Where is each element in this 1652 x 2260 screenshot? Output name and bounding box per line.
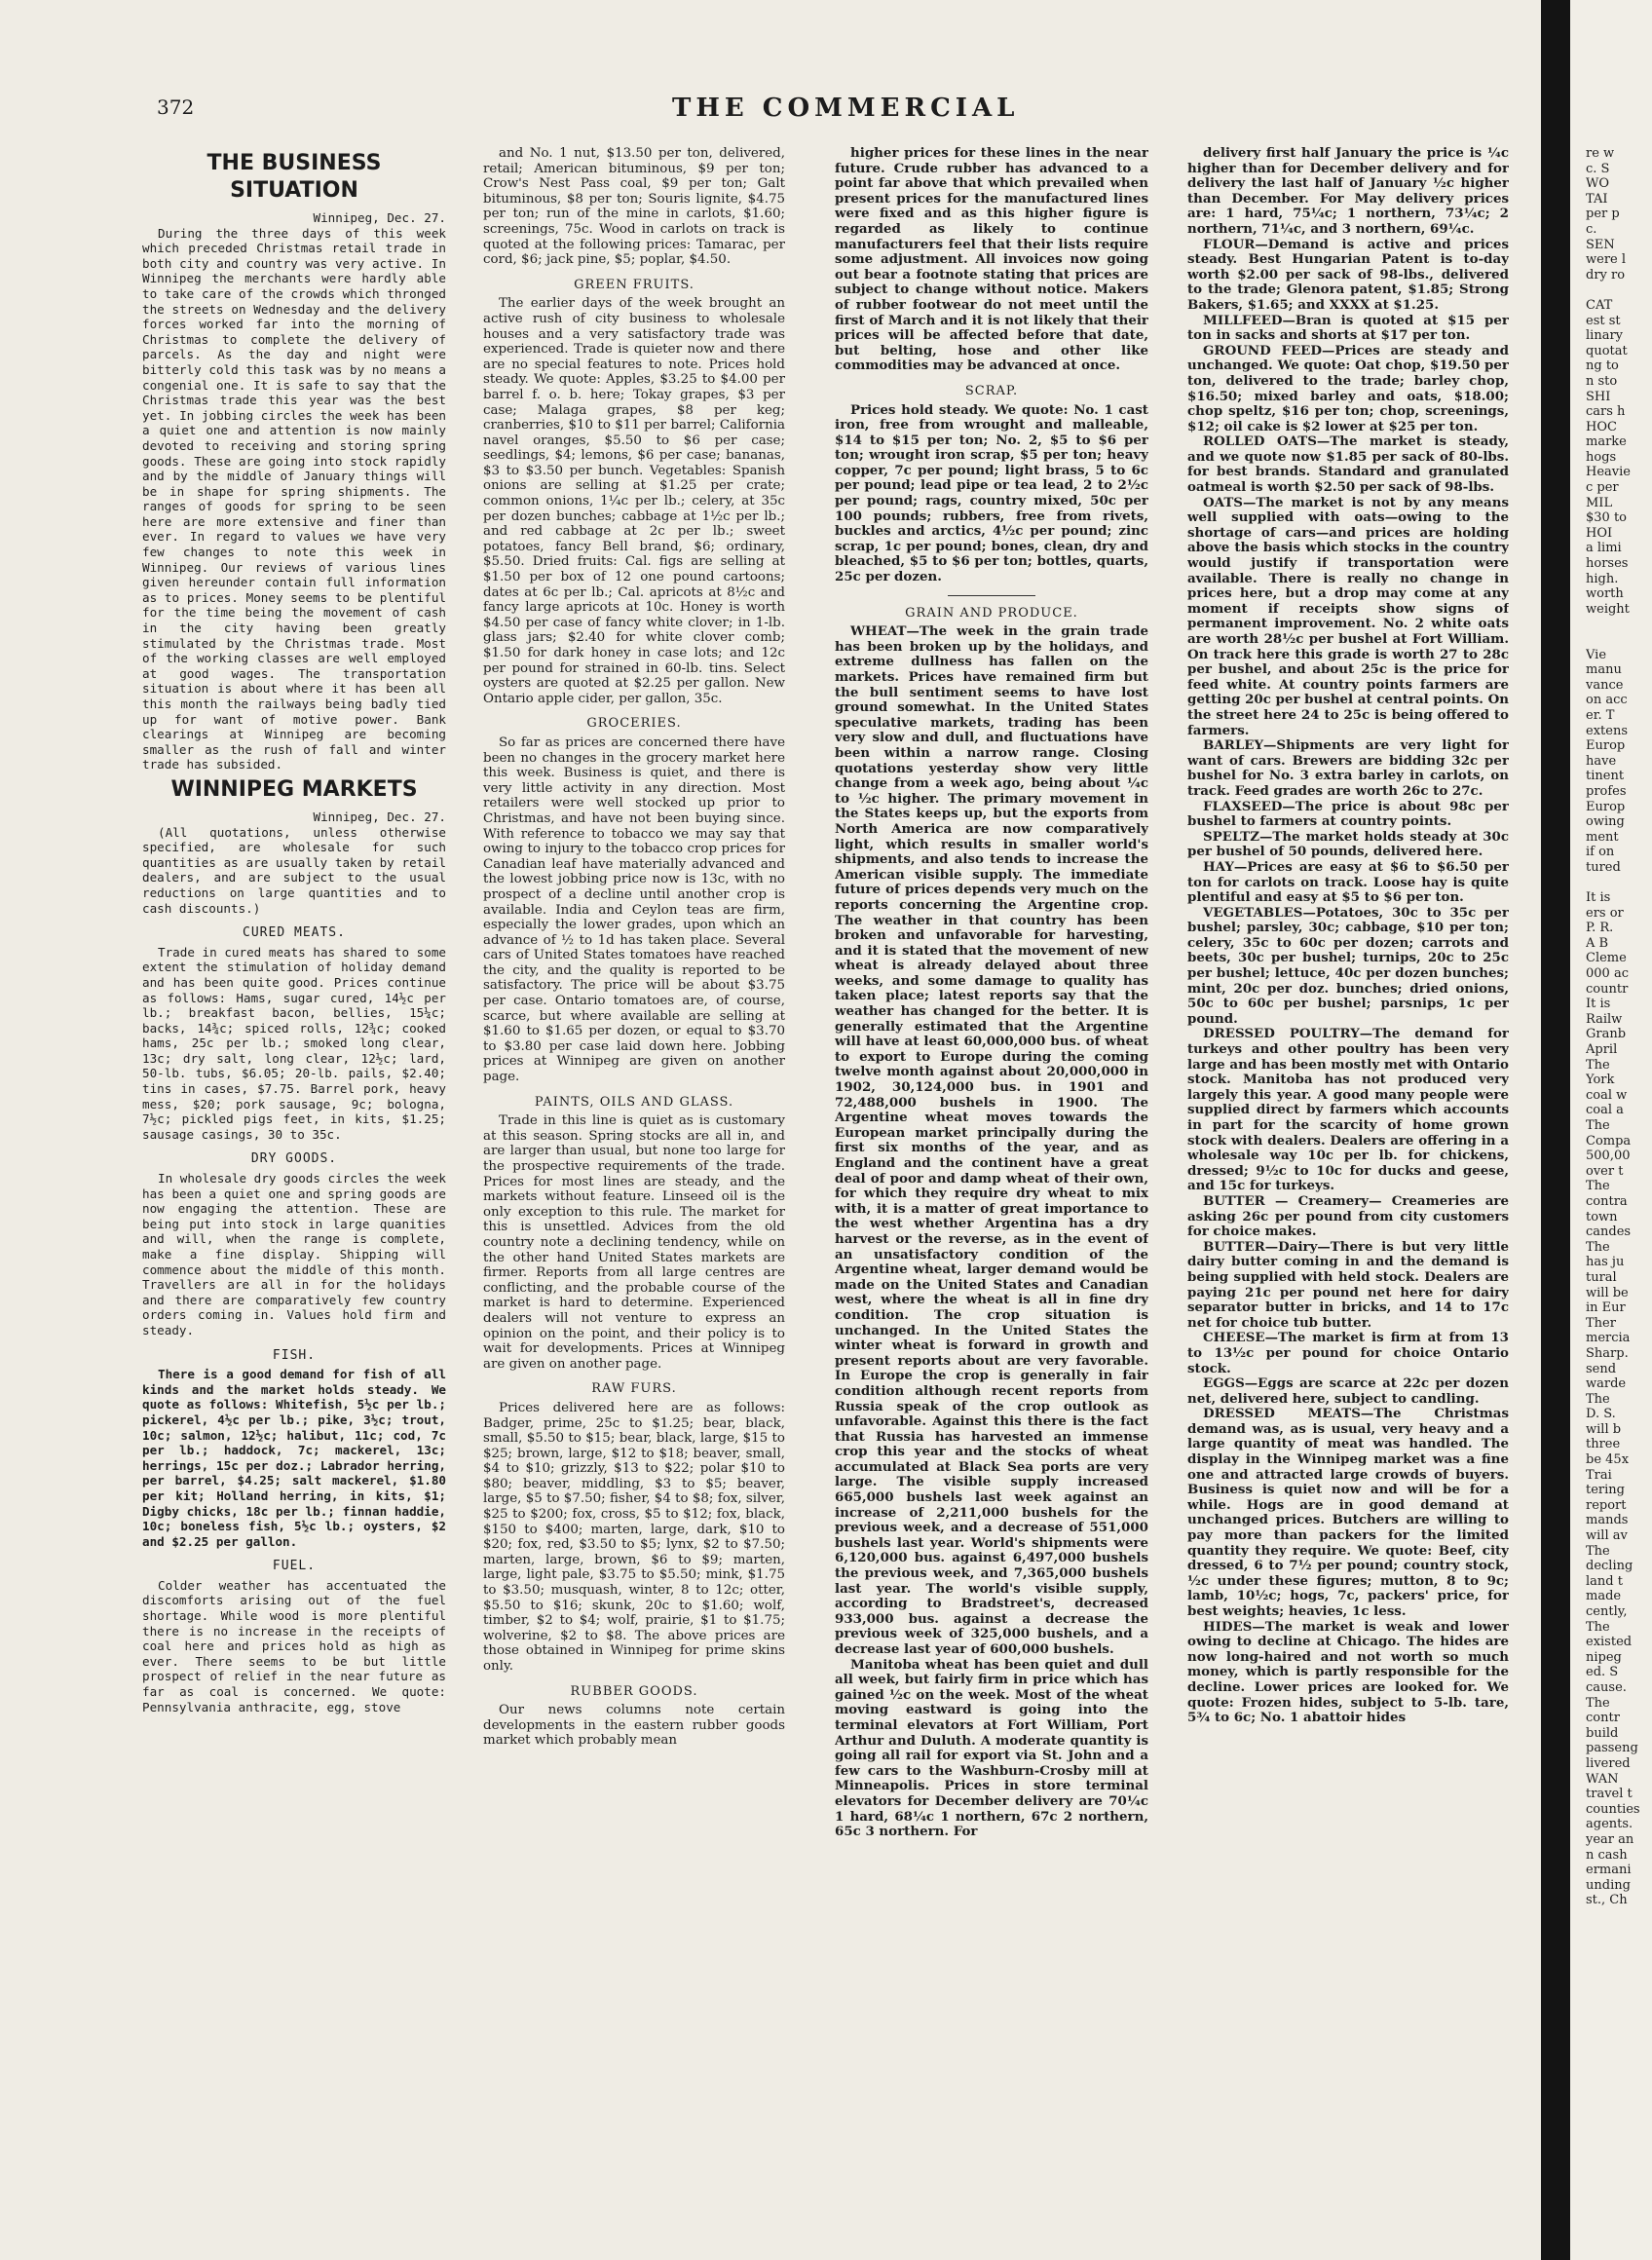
fragment-line: The — [1586, 1695, 1610, 1711]
fragment-line: SEN — [1586, 237, 1615, 252]
fragment-line: mands — [1586, 1513, 1629, 1528]
fragment-line: on acc — [1586, 693, 1628, 708]
fragment-line: $30 to — [1586, 510, 1627, 526]
fragment-line: TAI — [1586, 191, 1608, 207]
fragment-line: coal w — [1586, 1087, 1628, 1103]
fragment-line: will be — [1586, 1285, 1629, 1300]
subheading: GRAIN AND PRODUCE. — [905, 605, 1078, 621]
fragment-line: ers or — [1586, 905, 1624, 921]
fragment-line: MIL — [1586, 495, 1613, 510]
paragraph: During the three days of this week which preceded Christmas retail trade in both city and country was very active. In Winnipeg the merchants were hardly able to take care of the crowds which thronged the streets on Wednesday and the delivery forces worked far into the morning of Christmas to complete the delivery of parcels. As the day and night were bitterly cold this task was by no means a congenial one. It is safe to say that the Christmas trade this year was the best yet. In jobbing circles the week has been a quiet one and attention is now mainly devoted to receiving and storing spring goods. These are going into stock rapidly and by the middle of January things will be in shape for spring shipments. The ranges of goods for spring to be seen here are more extensive and finer than ever. In regard to values we have very few changes to note this week in Winnipeg. Our reviews of various lines given hereunder contain full information as to prices. Money seems to be plentiful for the time being the movement of cash in the city having been greatly stimulated by the Christmas trade. Most of the working classes are well employed at good wages. The transportation situation is about where it has been all this month the railways being badly tied up for want of motive power. Bank clearings at Winnipeg are becoming smaller as the rush of fall and winter trade has subsided. — [142, 225, 446, 772]
fragment-line: Sharp. — [1586, 1345, 1629, 1361]
fragment-line: n cash — [1586, 1847, 1628, 1863]
fragment-line: n sto — [1586, 373, 1618, 389]
fragment-line: WAN — [1586, 1771, 1619, 1787]
fragment-line: will av — [1586, 1528, 1628, 1544]
fragment-line: The — [1586, 1179, 1610, 1194]
paragraph: The earlier days of the week brought an active rush of city business to wholesale houses and a very satisfactory trade was experienced. Trade is quieter now and there are no special features to note. Prices hold steady. We quote: Apples, $3.25 to $4.00 per barrel f. o. b. here; Tokay grapes, $3 per case; Malaga grapes, $8 per keg; cranberries, $10 to $11 per barrel; California navel oranges, $5.50 to $6 per case; seedlings, $4; lemons, $6 per case; bananas, $3 to $3.50 per bunch. Vegetables: Spanish onions are selling at $1.25 per crate; common onions, 1¼c per lb.; celery, at 35c per dozen bunches; cabbage at 1½c per lb.; and red cabbage at 2c per lb.; sweet potatoes, fancy Bell brand, $6; ordinary, $5.50. Dried fruits: Cal. figs are selling at $1.50 per box of 12 one pound cartoons; dates at 6c per lb.; Cal. apricots at 8½c and fancy large apricots at 10c. Honey is worth $4.50 per case of fancy white clover; in 1-lb. glass jars; $2.40 for white clover comb; $1.50 for dark honey in case lots; and 12c per pound for strained in 60-lb. tins. Select oysters are quoted at $2.25 per gallon. New Ontario apple cider, per gallon, 35c. — [483, 296, 785, 706]
fragment-line: horses — [1586, 556, 1629, 572]
paragraph: DRESSED MEATS—The Christmas demand was, as is usual, very heavy and a large quantity of meat was handled. The display in the Winnipeg market was a fine one and attracted large crowds of buyers. Business is quiet now and will be for a while. Hogs are in good demand at unchanged prices. Butchers are willing to pay more than packers for the limited quantity they require. We quote: Beef, city dressed, 6 to 7½ per pound; country stock, ½c under these figures; mutton, 8 to 9c; lamb, 10½c; hogs, 7c, packers' price, for best weights; heavies, 1c less. — [1187, 1406, 1509, 1619]
paragraph: Our news columns note certain developments in the eastern rubber goods market which probably mean — [483, 1703, 785, 1749]
paragraph: and No. 1 nut, $13.50 per ton, delivered, retail; American bituminous, $9 per ton; Crow's Nest Pass coal, $9 per ton; Galt bituminous, $8 per ton; Souris lignite, $4.75 per ton; run of the mine in carlots, $1.60; screenings, 75c. Wood in carlots on track is quoted at the following prices: Tamarac, per cord, $6; jack pine, $5; poplar, $4.50. — [483, 146, 785, 268]
fragment-line: three — [1586, 1437, 1621, 1452]
paragraph: DRESSED POULTRY—The demand for turkeys and other poultry has been very large and has been mostly met with Ontario stock. Manitoba has not produced very largely this year. A good many people were supplied direct by farmers which accounts in part for the scarcity of home grown stock with dealers. Dealers are offering in a wholesale way 10c per lb. for chickens, dressed; 9½c to 10c for ducks and geese, and 15c for turkeys. — [1187, 1026, 1509, 1194]
fragment-line: extens — [1586, 723, 1628, 738]
fragment-line: Heavie — [1586, 465, 1631, 480]
fragment-line: ed. S — [1586, 1665, 1619, 1680]
fragment-line: The — [1586, 1239, 1610, 1255]
fragment-line: be 45x — [1586, 1452, 1630, 1468]
fragment-line: warde — [1586, 1376, 1627, 1392]
fragment-line: livered — [1586, 1755, 1631, 1771]
fragment-line: er. T — [1586, 707, 1615, 723]
subheading: RAW FURS. — [591, 1381, 677, 1397]
fragment-line: hogs — [1586, 449, 1617, 465]
fragment-line — [1586, 632, 1652, 648]
section-heading: WINNIPEG MARKETS — [170, 776, 418, 802]
fragment-line: tering — [1586, 1483, 1625, 1498]
paragraph: (All quotations, unless otherwise specified, are wholesale for such quantities as are usually taken by retail dealers, and are subject to the usual reductions on large quantities and to cash discounts.) — [142, 824, 446, 916]
fragment-line: Cleme — [1586, 951, 1627, 966]
page-gutter — [1541, 0, 1570, 2260]
fragment-line: tinent — [1586, 769, 1625, 784]
paragraph: Trade in this line is quiet as is customary at this season. Spring stocks are all in, and are larger than usual, but none too large for the prospective requirements of the trade. Prices for most lines are steady, and the markets without feature. Linseed oil is the only exception to this rule. The market for this is unsettled. Advices from the old country note a declining tendency, while on the other hand United States markets are firmer. Reports from all large centres are conflicting, and the probable course of the market is hard to determine. Experienced dealers will not venture to express an opinion on the point, and their policy is to wait for developments. Prices at Winnipeg are given on another page. — [483, 1113, 785, 1372]
fragment-line: nipeg — [1586, 1649, 1622, 1665]
fragment-line: countr — [1586, 981, 1629, 997]
fragment-line: counties — [1586, 1801, 1640, 1817]
subheading: SCRAP. — [964, 383, 1019, 398]
fragment-line: c. — [1586, 221, 1597, 237]
fragment-line: if on — [1586, 845, 1615, 860]
fragment-line: in Eur — [1586, 1300, 1626, 1316]
fragment-line: high. — [1586, 571, 1619, 586]
fragment-line: unding — [1586, 1877, 1631, 1893]
fragment-line: ermani — [1586, 1863, 1632, 1878]
fragment-line: The — [1586, 1619, 1610, 1635]
paragraph: delivery first half January the price is ¼c higher than for December delivery and for delivery the last half of January ½c higher than December. For May delivery prices are: 1 hard, 75¼c; 1 northern, 73¼c; 2 northern, 71¼c, and 3 northern, 69¼c. — [1187, 146, 1509, 237]
paragraph: So far as prices are concerned there have been no changes in the grocery market here this week. Business is quiet, and there is very little activity in any direction. Most retailers were well stocked up prior to Christmas, and have not been buying since. With reference to tobacco we may say that owing to injury to the tobacco crop prices for Canadian leaf have materially advanced and the lowest jobbing price now is 13c, with no prospect of a decline until another crop is available. India and Ceylon teas are firm, especially the lower grades, upon which an advance of ½ to 1d has taken place. Several cars of United States tomatoes have reached the city, and the quality is reported to be satisfactory. The price will be about $3.75 per case. Ontario tomatoes are, of course, scarce, but where available are selling at $1.60 to $1.65 per dozen, or equal to $3.70 to $3.80 per case laid down here. Jobbing prices at Winnipeg are given on another page. — [483, 734, 785, 1085]
divider-rule — [948, 595, 1035, 596]
fragment-line: cently, — [1586, 1604, 1628, 1619]
paragraph: EGGS—Eggs are scarce at 22c per dozen net, delivered here, subject to candling. — [1187, 1375, 1509, 1407]
fragment-line: 500,00 — [1586, 1149, 1631, 1164]
paragraph: HAY—Prices are easy at $6 to $6.50 per ton for carlots on track. Loose hay is quite plentiful and easy at $5 to $6 per ton. — [1187, 858, 1509, 906]
paragraph: HIDES—The market is weak and lower owing to decline at Chicago. The hides are now long-haired and not worth so much money, which is partly responsible for the decline. Lower prices are looked for. We quote: Frozen hides, subject to 5-lb. tare, 5¾ to 6c; No. 1 abattoir hides — [1187, 1618, 1509, 1726]
fragment-line: D. S. — [1586, 1407, 1616, 1422]
fragment-line: dry ro — [1586, 267, 1626, 282]
fragment-line: passeng — [1586, 1741, 1638, 1756]
fragment-line: were l — [1586, 252, 1627, 268]
fragment-line: manu — [1586, 662, 1622, 678]
fragment-line: re w — [1586, 146, 1615, 161]
fragment-line: tured — [1586, 859, 1621, 875]
fragment-line: The — [1586, 1543, 1610, 1559]
fragment-line: Europ — [1586, 799, 1626, 814]
paragraph: VEGETABLES—Potatoes, 30c to 35c per bushel; parsley, 30c; cabbage, $10 per ton; celery, 35c to 60c per dozen; carrots and beets, 30c per bushel; turnips, 20c to 25c per bushel; lettuce, 40c per dozen bunches; mint, 20c per doz. bunches; dried onions, 50c to 60c per bushel; parsnips, 1c per pound. — [1187, 904, 1509, 1027]
fragment-line: cars h — [1586, 404, 1626, 420]
subheading: RUBBER GOODS. — [570, 1683, 698, 1699]
fragment-line: ng to — [1586, 358, 1619, 374]
page-number: 372 — [157, 95, 195, 119]
fragment-line: 000 ac — [1586, 966, 1629, 982]
fragment-line: per p — [1586, 207, 1620, 222]
fragment-line: Vie — [1586, 647, 1607, 662]
fragment-line: existed — [1586, 1635, 1633, 1650]
fragment-line: travel t — [1586, 1787, 1633, 1802]
fragment-line: c. S — [1586, 161, 1610, 176]
fragment-line — [1586, 876, 1652, 891]
fragment-line: will b — [1586, 1421, 1622, 1437]
paragraph: Manitoba wheat has been quiet and dull all week, but fairly firm in price which has gained ½c on the week. Most of the wheat moving eastward is going into the terminal elevators at Fort William, Port Arthur and Duluth. A moderate quantity is going all rail for export via St. John and a few cars to the Washburn-Crosby mill at Minneapolis. Prices in store terminal elevators for December delivery are 70¼c 1 hard, 68¼c 1 northern, 67c 2 northern, 65c 3 northern. For — [835, 1656, 1148, 1840]
fragment-line: coal a — [1586, 1103, 1624, 1118]
masthead: THE COMMERCIAL — [672, 94, 1020, 123]
fragment-line: decling — [1586, 1559, 1633, 1574]
fragment-line: Ther — [1586, 1315, 1616, 1331]
paragraph: WHEAT—The week in the grain trade has been broken up by the holidays, and extreme dullness has fallen on the markets. Prices have remained firm but the bull sentiment seems to have lost ground somewhat. In the United States speculative markets, trading has been very slow and dull, and fluctuations have been within a narrow range. Closing quotations yesterday show very little change from a week ago, being about ¼c to ½c higher. The primary movement in the States keeps up, but the exports from North America are now comparatively light, which results in smaller world's shipments, and also tends to increase the American visible supply. The immediate future of prices depends very much on the reports concerning the Argentine crop. The weather in that country has been broken and unfavorable for harvesting, and it is stated that the movement of new wheat is already delayed about three weeks, and some damage to quality has taken place; latest reports say that the weather has changed for the better. It is generally estimated that the Argentine will have at least 60,000,000 bus. of wheat to export to Europe during the coming twelve month against about 20,000,000 in 1902, 30,124,000 bus. in 1901 and 72,488,000 bushels in 1900. The Argentine wheat moves towards the European market principally during the first six months of the year, and as England and the continent have a great deal of poor and damp wheat of their own, for which they require dry wheat to mix with, it is a matter of great importance to the west whether Argentina has a dry harvest or the reverse, as in the event of an unsatisfactory condition of the Argentine wheat, larger demand would be made on the United States and Canadian west, where the wheat is all in fine dry condition. The crop situation is unchanged. In the United States the winter wheat is forward in growth and present reports about are very favorable. In Europe the crop is generally in fair condition although recent reports from Russia speak of the crop outlook as unfavorable. Against this there is the fact that Russia has harvested an immense crop this year and the stocks of wheat accumulated at Black Sea ports are very large. The visible supply increased 665,000 bushels last week against an increase of 2,211,000 bushels for the previous week, and a decrease of 551,000 bushels last year. World's shipments were 6,120,000 bus. against 6,497,000 bushels the previous week, and 7,365,000 bushels last year. The world's visible supply, according to Bradstreet's, decreased 933,000 bus. against a decrease the previous week of 325,000 bushels, and a decrease last year of 600,000 bushels. — [835, 623, 1148, 1657]
fragment-line: Railw — [1586, 1011, 1623, 1027]
paragraph: SPELTZ—The market holds steady at 30c per bushel of 50 pounds, delivered here. — [1187, 828, 1509, 860]
fragment-line: made — [1586, 1589, 1622, 1604]
fragment-line: land t — [1586, 1573, 1623, 1589]
fragment-line: SHI — [1586, 389, 1611, 404]
paragraph: FLAXSEED—The price is about 98c per bushel to farmers at country points. — [1187, 798, 1509, 830]
facing-page-fragment — [1586, 146, 1652, 1908]
fragment-line: Compa — [1586, 1133, 1632, 1149]
subheading: DRY GOODS. — [250, 1151, 338, 1167]
fragment-line: cause. — [1586, 1679, 1627, 1695]
fragment-line: have — [1586, 753, 1617, 769]
paragraph: GROUND FEED—Prices are steady and unchanged. We quote: Oat chop, $19.50 per ton, delivered to the trade; barley chop, $16.50; mixed barley and oats, $18.00; chop speltz, $16 per ton; chop, screenings, $12; oil cake is $2 lower at $25 per ton. — [1187, 342, 1509, 434]
paragraph: FLOUR—Demand is active and prices steady. Best Hungarian Patent is to-day worth $2.00 per sack of 98-lbs., delivered to the trade; Glenora patent, $1.85; Strong Bakers, $1.65; and XXXX at $1.25. — [1187, 236, 1509, 313]
fragment-line: It is — [1586, 997, 1611, 1012]
paragraph: In wholesale dry goods circles the week has been a quiet one and spring goods are now engaging the attention. These are being put into stock in large quanities and will, when the range is complete, make a fine display. Shipping will commence about the middle of this month. Travellers are all in for the holidays and there are comparatively few country orders coming in. Values hold firm and steady. — [142, 1171, 446, 1337]
fragment-line: has ju — [1586, 1255, 1625, 1270]
fragment-line: candes — [1586, 1224, 1632, 1240]
column-1 — [142, 146, 446, 2231]
paragraph: MILLFEED—Bran is quoted at $15 per ton in sacks and shorts at $17 per ton. — [1187, 312, 1509, 344]
subheading: GROCERIES. — [586, 716, 682, 732]
fragment-line: build — [1586, 1725, 1619, 1741]
paragraph: higher prices for these lines in the near future. Crude rubber has advanced to a point far above that which prevailed when present prices for the manufactured lines were fixed and as this higher figure is regarded as likely to continue manufacturers feel that their lists require some adjustment. All invoices now going out bear a footnote stating that prices are subject to change without notice. Makers of rubber footwear do not meet until the first of March and it is not likely that their prices will be affected before that date, but belting, hose and other like commodities may be advanced at once. — [835, 146, 1148, 374]
fragment-line: mercia — [1586, 1331, 1631, 1346]
paragraph: BUTTER — Creamery— Creameries are asking 26c per pound from city customers for choice makes. — [1187, 1192, 1509, 1240]
fragment-line: profes — [1586, 783, 1627, 799]
paragraph: OATS—The market is not by any means well supplied with oats—owing to the shortage of cars—and prices are holding above the basis which stocks in the country would justify if transportation were available. There is really no change in prices here, but a drop may come at any moment if receipts show signs of permanent improvement. No. 2 white oats are worth 28½c per bushel at Fort William. On track here this grade is worth 27 to 28c per bushel, and about 25c is the price for feed white. At country points farmers are getting 20c per bushel at central points. On the street here 24 to 25c is being offered to farmers. — [1187, 494, 1509, 738]
fragment-line: linary — [1586, 328, 1623, 344]
fragment-line: The — [1586, 1391, 1610, 1407]
paragraph: Prices delivered here are as follows: Badger, prime, 25c to $1.25; bear, black, small, $5.50 to $15; bear, black, large, $15 to $25; brown, large, $12 to $18; beaver, small, $4 to $10; grizzly, $13 to $22; polar $10 to $80; beaver, middling, $3 to $5; beaver, large, $5 to $7.50; fisher, $4 to $8; fox, silver, $25 to $200; fox, cross, $5 to $12; fox, black, $150 to $400; marten, large, dark, $10 to $20; fox, red, $3.50 to $5; lynx, $2 to $7.50; marten, large, brown, $6 to $9; marten, large, light pale, $3.75 to $5.50; mink, $1.75 to $3.50; musquash, winter, 8 to 12c; otter, $5.50 to $16; skunk, 20c to $1.60; wolf, timber, $2 to $4; wolf, prairie, $1 to $1.75; wolverine, $2 to $8. The above prices are those obtained in Winnipeg for prime skins only. — [483, 1400, 785, 1674]
fragment-line: York — [1586, 1073, 1615, 1088]
fragment-line: vance — [1586, 677, 1624, 693]
fragment-line: HOC — [1586, 419, 1617, 434]
paragraph: Prices hold steady. We quote: No. 1 cast iron, free from wrought and malleable, $14 to $15 per ton; No. 2, $5 to $6 per ton; wrought iron scrap, $5 per ton; heavy copper, 7c per pound; light brass, 5 to 6c per pound; lead pipe or tea lead, 2 to 2½c per pound; rags, country mixed, 50c per 100 pounds; rubbers, free from rivets, buckles and arctics, 4½c per pound; zinc scrap, 1c per pound; bones, clean, dry and bleached, $5 to $6 per ton; bottles, quarts, 25c per dozen. — [835, 401, 1148, 585]
paragraph: BARLEY—Shipments are very light for want of cars. Brewers are bidding 32c per bushel for No. 3 extra barley in carlots, on track. Feed grades are worth 26c to 27c. — [1187, 737, 1509, 799]
fragment-line: CAT — [1586, 297, 1613, 313]
subheading: FUEL. — [272, 1559, 317, 1574]
fragment-line: contr — [1586, 1711, 1620, 1726]
fragment-line: a limi — [1586, 541, 1622, 556]
fragment-line: marke — [1586, 434, 1627, 450]
paragraph: CHEESE—The market is firm at from 13 to 13½c per pound for choice Ontario stock. — [1187, 1330, 1509, 1376]
dateline: Winnipeg, Dec. 27. — [313, 210, 446, 225]
fragment-line: The — [1586, 1057, 1610, 1073]
paragraph: There is a good demand for fish of all kinds and the market holds steady. We quote as follows: Whitefish, 5½c per lb.; pickerel, 4½c per lb.; pike, 3½c; trout, 10c; salmon, 12½c; halibut, 11c; cod, 7c per lb.; haddock, 7c; mackerel, 13c; herrings, 15c per doz.; Labrador herring, per barrel, $4.25; salt mackerel, $1.80 per kit; Holland herring, in kits, $1; Digby chicks, 18c per lb.; finnan haddie, 10c; boneless fish, 5½c lb.; oysters, $2 and $2.25 per gallon. — [142, 1367, 446, 1549]
fragment-line: ment — [1586, 829, 1619, 845]
paragraph: Colder weather has accentuated the discomforts arising out of the fuel shortage. While wood is more plentiful there is no increase in the receipts of coal here and prices hold as high as ever. There seems to be but little prospect of relief in the near future as far as coal is concerned. We quote: Pennsylvania anthracite, egg, stove — [142, 1577, 446, 1714]
fragment-line — [1586, 617, 1652, 632]
fragment-line — [1586, 282, 1652, 298]
paragraph: ROLLED OATS—The market is steady, and we quote now $1.85 per sack of 80-lbs. for best brands. Standard and granulated oatmeal is worth $2.50 per sack of 98-lbs. — [1187, 433, 1509, 496]
paragraph: BUTTER—Dairy—There is but very little dairy butter coming in and the demand is being supplied with held stock. Dealers are paying 21c per pound net here for dairy separator butter in bricks, and 14 to 17c net for choice tub butter. — [1187, 1238, 1509, 1331]
fragment-line: c per — [1586, 480, 1619, 496]
fragment-line: It is — [1586, 890, 1611, 906]
fragment-line: quotat — [1586, 343, 1628, 358]
fragment-line: P. R. — [1586, 921, 1614, 936]
fragment-line: WO — [1586, 176, 1610, 192]
fragment-line: weight — [1586, 601, 1630, 617]
subheading: CURED MEATS. — [243, 925, 346, 941]
section-heading: THE BUSINESS SITUATION — [206, 151, 382, 203]
dateline: Winnipeg, Dec. 27. — [313, 809, 446, 824]
subheading: FISH. — [272, 1347, 317, 1363]
column-4 — [1187, 146, 1509, 2231]
fragment-line: st., Ch — [1586, 1893, 1628, 1908]
fragment-line: The — [1586, 1118, 1610, 1133]
fragment-line: Trai — [1586, 1467, 1612, 1483]
fragment-line: HOI — [1586, 525, 1613, 541]
fragment-line: send — [1586, 1361, 1617, 1376]
column-2 — [483, 146, 785, 2231]
fragment-line: agents. — [1586, 1817, 1633, 1832]
subheading: PAINTS, OILS AND GLASS. — [534, 1094, 734, 1110]
fragment-line: contra — [1586, 1193, 1628, 1209]
fragment-line: est st — [1586, 313, 1621, 328]
fragment-line: report — [1586, 1497, 1627, 1513]
fragment-line: worth — [1586, 586, 1624, 602]
subheading: GREEN FRUITS. — [574, 277, 695, 292]
fragment-line: over t — [1586, 1163, 1624, 1179]
fragment-line: year an — [1586, 1831, 1634, 1847]
paragraph: Trade in cured meats has shared to some extent the stimulation of holiday demand and has been quite good. Prices continue as follows: Hams, sugar cured, 14½c per lb.; breakfast bacon, bellies, 15¼c; backs, 14¾c; spiced rolls, 12¾c; cooked hams, 25c per lb.; smoked long clear, 13c; dry salt, long clear, 12½c; lard, 50-lb. tubs, $6.05; 20-lb. pails, $2.40; tins in cases, $7.75. Barrel pork, heavy mess, $20; pork sausage, 9c; bologna, 7½c; pickled pigs feet, in kits, $1.25; sausage casings, 30 to 35c. — [142, 944, 446, 1142]
fragment-line: A B — [1586, 935, 1609, 951]
fragment-line: Europ — [1586, 738, 1626, 754]
fragment-line: town — [1586, 1209, 1618, 1224]
fragment-line: April — [1586, 1042, 1618, 1058]
column-3 — [835, 146, 1148, 2231]
fragment-line: owing — [1586, 814, 1625, 830]
fragment-line: tural — [1586, 1269, 1617, 1285]
fragment-line: Granb — [1586, 1027, 1627, 1042]
